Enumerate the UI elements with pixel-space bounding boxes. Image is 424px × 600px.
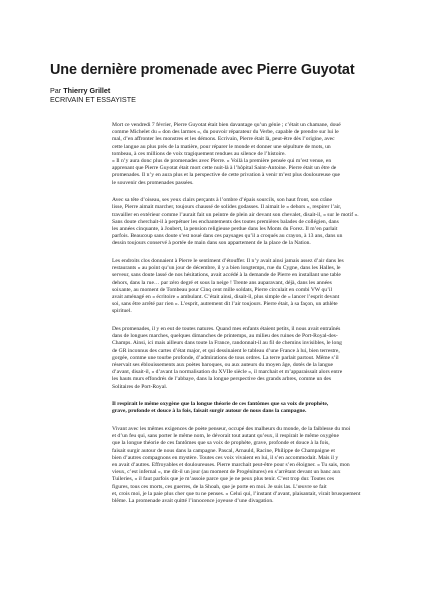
text-line: les hauts murs effondrés de l’abbaye, dans la longue perspective des grands arbres, comme un des	[112, 376, 332, 383]
article-paragraph	[112, 258, 386, 316]
text-line: cette langue au plus près de la matière, pour réparer le monde et donner une sépulture de mots, un	[112, 143, 331, 150]
text-line: et, crois moi, je la paie plus cher que tu ne penses. » Celui qui, l’instant d’avant, plaisantait, virait brusquement	[112, 490, 361, 497]
text-line: les années cinquante, à Joubert, la pension religieuse perdue dans les Monts du Forez. Il m’en parlait	[112, 226, 338, 233]
text-line: que la longue théorie de ces fantômes que sa voix de prophète, grave, profonde et douce à la fois,	[112, 440, 330, 447]
text-line: dans de longues marches, quelques dimanches de printemps, au milieu des ruines de Port-Royal-des-	[112, 333, 338, 340]
text-line: « Il n’y aura donc plus de promenades avec Pierre. » Voilà la première pensée qui m’est venue, en	[112, 158, 332, 165]
text-line: parfois. Beaucoup sans doute s’est noué dans ces paysages qu’il a croqués au crayon, à 13 ans, dans un	[112, 233, 343, 240]
text-line: apprenant que Pierre Guyotat était mort cette nuit-là à l’hôpital Saint-Antoine. Pierre était un être de	[112, 165, 337, 172]
text-line: soi, sans être arrêté par rien ». L’esprit, autrement dit l’air toujours. Pierre était, à sa façon, un athlète	[112, 301, 338, 308]
text-line: avait aménagé en « écritoire » ambulant. C’était ainsi, disait-il, plus simple de « lancer l’esprit devant	[112, 294, 340, 301]
text-line: lisse, Pierre aimait marcher, toujours chaussé de solides godasses. Il aimait le « dehors », respirer l’air,	[112, 204, 342, 211]
text-line: Solitaires de Port-Royal.	[112, 383, 168, 390]
text-line: travailler en extérieur comme l’aurait fait un peintre de plein air devant son chevalet, disait-il, « sur le motif ».	[112, 211, 359, 218]
text-line: mal, d’en affronter les monstres et les démons. Ecrivain, Pierre était là, peut-être dès l’origine, avec	[112, 136, 335, 143]
text-line: restaurants « au point qu’un jour de décembre, il y a bien longtemps, rue du Cygne, dans les Halles, le	[112, 265, 341, 272]
article-paragraph	[112, 326, 386, 391]
text-line: Champs. Ainsi, ici mais ailleurs dans toute la France, randonnait-il au fil de chemins invisibles, le long	[112, 340, 342, 347]
text-line: blême. La promenade avait quitté l’innocence joyeuse d’une divagation.	[112, 498, 274, 505]
text-line: et d’un feu qui, sans porter le même nom, le dévorait tout autant qu’eux, il respirait le même oxygène	[112, 433, 339, 440]
text-line: promenades. Il n’y en aura plus et la perspective de cette privation à venir m’est plus douloureuse que	[112, 172, 341, 179]
article-paragraph	[112, 426, 386, 505]
article-byline	[50, 86, 390, 104]
text-line: spirituel.	[112, 308, 132, 315]
article-title: Une dernière promenade avec Pierre Guyotat	[50, 62, 355, 78]
text-line: grave, profonde et douce à la fois, faisait surgir autour de nous dans la campagne.	[112, 408, 307, 415]
text-line: Tuileries, « il faut parfois que je m’assoie parce que je ne peux plus tenir. C’est trop dur. Toutes ces	[112, 476, 335, 483]
text-line: tombeau, à ces millions de voix tragiquement rendues au silence de l’histoire.	[112, 150, 286, 157]
text-line: faisait surgir autour de nous dans la campagne. Pascal, Arnauld, Racine, Philippe de Champaigne et	[112, 447, 335, 454]
text-line: gorgée, comme une tourbe profonde, d’admirations de tous ordres. La terre parlait partout. Même s’il	[112, 354, 339, 361]
text-line: le souvenir des promenades passées.	[112, 179, 194, 186]
text-line: Vivant avec les mêmes exigences de poète penseur, occupé des malheurs du monde, de la faiblesse du moi	[112, 426, 351, 433]
text-line: d’avant, disait-il, « d’avant la normalisation du XVIIe siècle », il marchait et m’apparaissait alors entre	[112, 369, 343, 376]
text-line: soixante, au moment de Tombeau pour Cinq cent mille soldats, Pierre circulait en combi VW qu’il	[112, 286, 333, 293]
text-line: serveur, sans doute lassé de nos hésitations, avait accédé à la demande de Pierre en installant une table	[112, 272, 341, 279]
text-line: bien d’autres compagnons en mystère. Toutes ces voix vivaient en lui, il s’en accommodait. Mais il y	[112, 454, 339, 461]
text-line: de GR inconnus des cartes d’état major, et qui dessinaient le tableau d’une France à lui, bien terrestre,	[112, 347, 340, 354]
text-line: Il respirait le même oxygène que la longue théorie de ces fantômes que sa voix de prophète,	[112, 401, 329, 408]
text-line: Des promenades, il y en eut de toutes natures. Quand mes enfants étaient petits, il nous avait entraînés	[112, 326, 341, 333]
text-line: figures, tous ces morts, ces guerres, de la Shoah, que je porte en moi. Je suis las. L’œuvre se fait	[112, 483, 327, 490]
author-role: ECRIVAIN ET ESSAYISTE	[50, 95, 136, 104]
text-line: Mort ce vendredi 7 février, Pierre Guyotat était bien davantage qu’un génie ; c’était un chamane, doué	[112, 122, 341, 128]
pull-quote	[112, 401, 386, 415]
text-line: réservait ses éblouissements aux poètes baroques, ou aux auteurs du moyen âge, dotés de la langue	[112, 362, 334, 369]
text-line: en avait d’autres. Effroyables et douloureuses. Pierre marchait peut-être pour s’en éloigner. « Tu sais, mon	[112, 462, 350, 469]
author-name: Thierry Grillet	[63, 86, 111, 95]
article-body	[112, 122, 386, 516]
text-line: Sans doute cherchait-il à perpétuer les enchantements des toutes premières balades de collégien, dans	[112, 218, 339, 225]
byline-prefix: Par	[50, 86, 64, 95]
article-paragraph	[112, 197, 386, 247]
text-line: Les endroits clos donnaient à Pierre le sentiment d’étouffer. Il n’y avait ainsi jamais assez d’air dans les	[112, 258, 344, 265]
text-line: Avec sa tête d’oiseau, ses yeux clairs perçants à l’ombre d’épais sourcils, son haut front, son crâne	[112, 197, 332, 204]
article-paragraph	[112, 122, 386, 187]
text-line: dessin toujours conservé à portée de main dans son appartement de la place de la Nation.	[112, 240, 311, 247]
text-line: dehors, dans la rue… par zéro degré et sous la neige ! Trente ans auparavant, déjà, dans les années	[112, 279, 332, 286]
text-line: vieux, c’est infernal », me dit-il un jour (au moment de Progénitures) en s’arrêtant devant un banc aux	[112, 469, 341, 476]
text-line: comme Michelet du « don des larmes », du pouvoir réparateur du Verbe, capable de prendre sur lui le	[112, 129, 339, 136]
